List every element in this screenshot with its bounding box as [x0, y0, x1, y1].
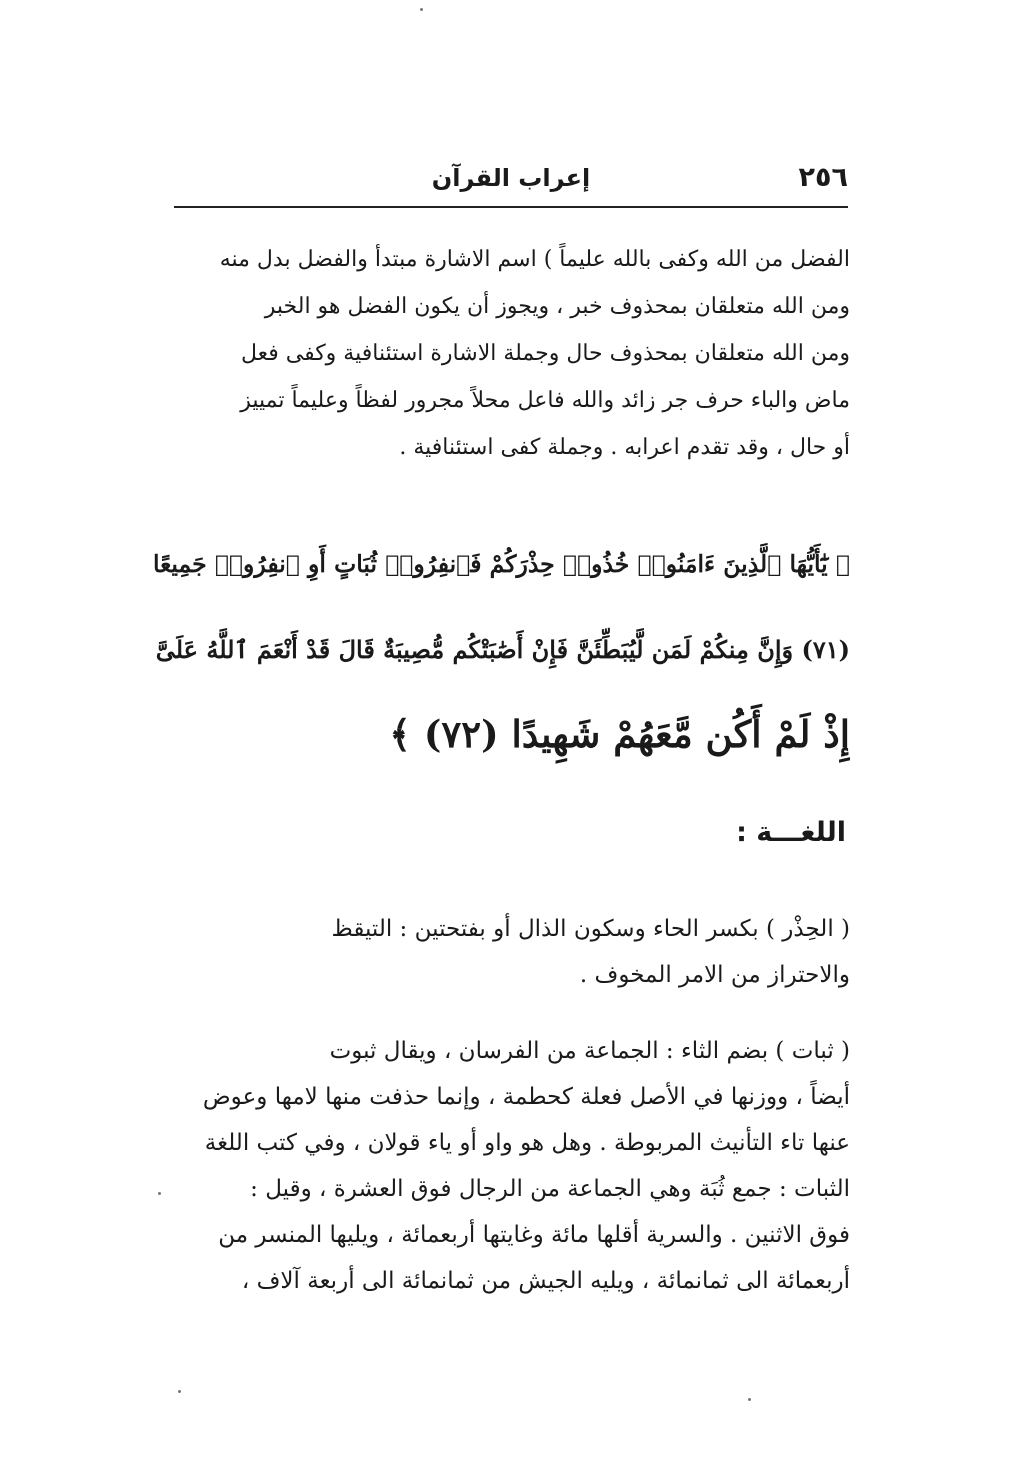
verse-line: (٧١) وَإِنَّ مِنكُمْ لَمَن لَّيُبَطِّئَنَّ فَإِنْ أَصَٰبَتْكُم مُّصِيبَةٌ قَالَ قَدْ أَنْعَمَ ٱللَّهُ عَلَىَّ: [155, 635, 850, 664]
scan-speck: [420, 8, 423, 11]
entry-line: الثبات : جمع ثُبَة وهي الجماعة من الرجال فوق العشرة ، وقيل :: [250, 1176, 850, 1202]
page-number: ٢٥٦: [798, 162, 848, 193]
entry-line: ( الحِذْر ) بكسر الحاء وسكون الذال أو بفتحتين : التيقظ: [331, 916, 850, 942]
scan-speck: [158, 1192, 161, 1195]
scan-speck: [178, 1390, 181, 1393]
page-header: [174, 160, 848, 208]
lexical-entry-hidhr: [160, 906, 850, 998]
intro-line: ماض والباء حرف جر زائد والله فاعل محلاً مجرور لفظاً وعليماً تمييز: [240, 388, 850, 413]
quran-verse-block: [150, 522, 850, 777]
lexical-entry-thubat: [160, 1028, 850, 1304]
intro-paragraph: [160, 236, 850, 471]
section-heading: اللغـــة :: [736, 817, 846, 848]
scan-speck: [748, 1398, 751, 1401]
verse-line: إِذْ لَمْ أَكُن مَّعَهُمْ شَهِيدًا (٧٢) ﴾: [389, 712, 850, 756]
intro-line: ومن الله متعلقان بمحذوف حال وجملة الاشارة استئنافية وكفى فعل: [240, 341, 850, 366]
entry-line: ( ثبات ) بضم الثاء : الجماعة من الفرسان ، ويقال ثبوت: [329, 1038, 850, 1064]
verse-line: ﴿ يَٰٓأَيُّهَا ٱلَّذِينَ ءَامَنُوا۟ خُذُوا۟ حِذْرَكُمْ فَٱنفِرُوا۟ ثُبَاتٍ أَوِ ٱنفِرُوا۟ جَمِيعًا: [152, 550, 850, 578]
entry-line: فوق الاثنين . والسرية أقلها مائة وغايتها أربعمائة ، ويليها المنسر من: [218, 1222, 850, 1248]
intro-line: أو حال ، وقد تقدم اعرابه . وجملة كفى استئنافية .: [399, 435, 850, 460]
running-title: إعراب القرآن: [431, 164, 591, 192]
entry-line: عنها تاء التأنيث المربوطة . وهل هو واو أو ياء قولان ، وفي كتب اللغة: [204, 1130, 850, 1156]
intro-line: الفضل من الله وكفى بالله عليماً ) اسم الاشارة مبتدأ والفضل بدل منه: [219, 247, 850, 272]
entry-line: أيضاً ، ووزنها في الأصل فعلة كحطمة ، وإنما حذفت منها لامها وعوض: [202, 1084, 850, 1110]
intro-line: ومن الله متعلقان بمحذوف خبر ، ويجوز أن يكون الفضل هو الخبر: [264, 294, 850, 319]
entry-line: أربعمائة الى ثمانمائة ، ويليه الجيش من ثمانمائة الى أربعة آلاف ،: [241, 1268, 850, 1294]
entry-line: والاحتراز من الامر المخوف .: [579, 962, 850, 988]
